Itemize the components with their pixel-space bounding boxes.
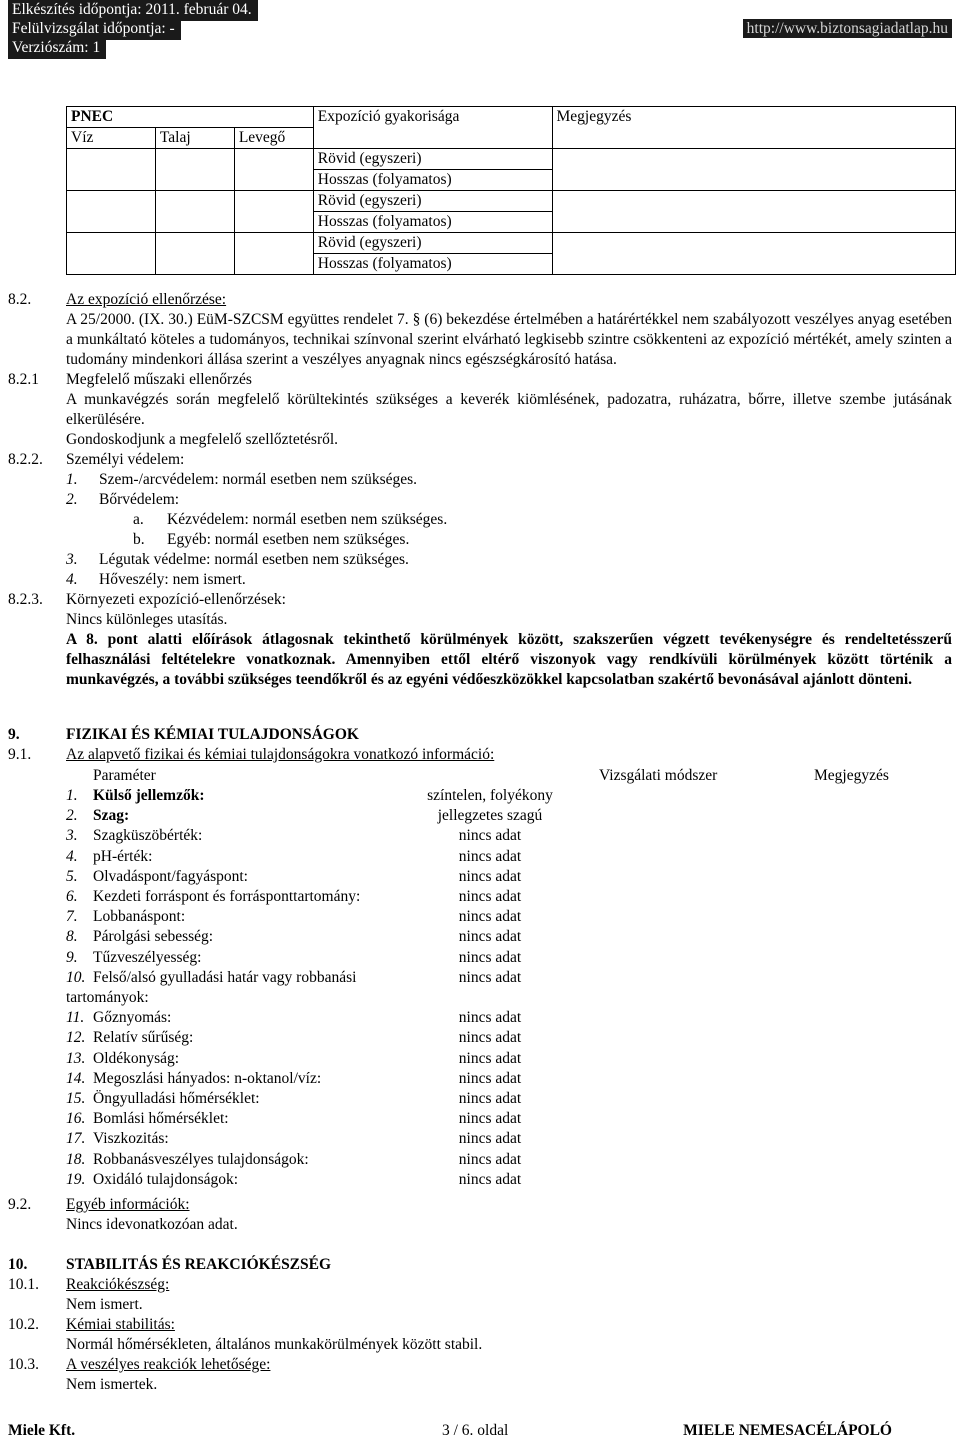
table-cell bbox=[67, 191, 156, 233]
section-number: 10.3. bbox=[8, 1356, 39, 1373]
property-number: 2. bbox=[66, 807, 78, 825]
section-body: Nem ismertek. bbox=[66, 1376, 158, 1393]
list-item: b. Egyéb: normál esetben nem szükséges. bbox=[133, 531, 410, 548]
property-number: 4. bbox=[66, 847, 78, 865]
property-name: Bomlási hőmérséklet: bbox=[93, 1110, 229, 1128]
column-header-parameter: Paraméter bbox=[93, 767, 156, 784]
table-row: Rövid (egyszeri) bbox=[313, 233, 552, 254]
note-header: Megjegyzés bbox=[552, 107, 956, 149]
property-name-continued: tartományok: bbox=[66, 989, 149, 1006]
property-name: Felső/alsó gyulladási határ vagy robbanási bbox=[93, 968, 357, 986]
property-value: színtelen, folyékony bbox=[427, 787, 553, 804]
section-body-2: Gondoskodjunk a megfelelő szellőztetésről. bbox=[66, 431, 339, 448]
revision-date: Felülvizsgálat időpontja: - bbox=[8, 19, 181, 40]
water-header: Víz bbox=[67, 128, 156, 149]
property-number: 17. bbox=[66, 1130, 86, 1148]
property-name: Oldékonyság: bbox=[93, 1049, 180, 1067]
list-item: a. Kézvédelem: normál esetben nem szükséges. bbox=[133, 511, 448, 528]
column-header-note: Megjegyzés bbox=[814, 767, 889, 784]
section-title: Reakciókészség: bbox=[66, 1276, 170, 1293]
property-name: Olvadáspont/fagyáspont: bbox=[93, 867, 248, 885]
property-number: 19. bbox=[66, 1170, 86, 1188]
property-number: 16. bbox=[66, 1110, 86, 1128]
property-name: Megoszlási hányados: n-oktanol/víz: bbox=[93, 1069, 322, 1087]
pnec-table bbox=[66, 106, 956, 275]
property-value: nincs adat bbox=[458, 1170, 522, 1188]
air-header: Levegő bbox=[234, 128, 313, 149]
pnec-header: PNEC bbox=[67, 107, 314, 128]
section-title: STABILITÁS ÉS REAKCIÓKÉSZSÉG bbox=[66, 1256, 332, 1273]
table-cell bbox=[552, 149, 956, 191]
table-row: Rövid (egyszeri) bbox=[313, 191, 552, 212]
property-number: 6. bbox=[66, 888, 78, 905]
section-title: FIZIKAI ÉS KÉMIAI TULAJDONSÁGOK bbox=[66, 726, 359, 743]
property-name: Öngyulladási hőmérséklet: bbox=[93, 1090, 260, 1107]
property-value: nincs adat bbox=[458, 827, 522, 845]
section-number: 9.2. bbox=[8, 1196, 32, 1213]
property-value: jellegzetes szagú bbox=[437, 807, 543, 825]
list-item: 3. Légutak védelme: normál esetben nem szükséges. bbox=[66, 551, 409, 568]
property-value: nincs adat bbox=[458, 1029, 522, 1047]
property-number: 11. bbox=[66, 1009, 85, 1027]
section-title: Az alapvető fizikai és kémiai tulajdonságokra vonatkozó információ: bbox=[66, 746, 495, 763]
table-cell bbox=[67, 233, 156, 275]
property-value: nincs adat bbox=[458, 968, 522, 986]
property-value: nincs adat bbox=[458, 1009, 522, 1027]
property-number: 14. bbox=[66, 1069, 86, 1087]
property-value: nincs adat bbox=[458, 908, 522, 926]
footer-company: Miele Kft. bbox=[8, 1422, 76, 1439]
footer-product: MIELE NEMESACÉLÁPOLÓ bbox=[683, 1422, 892, 1439]
soil-header: Talaj bbox=[155, 128, 234, 149]
property-name: pH-érték: bbox=[93, 847, 153, 865]
property-name: Külső jellemzők: bbox=[93, 787, 205, 804]
footer-page-number: 3 / 6. oldal bbox=[442, 1422, 509, 1439]
section-number: 10.2. bbox=[8, 1316, 39, 1333]
table-cell bbox=[155, 233, 234, 275]
section-title: Környezeti expozíció-ellenőrzések: bbox=[66, 591, 286, 608]
property-name: Oxidáló tulajdonságok: bbox=[93, 1170, 239, 1188]
property-number: 12. bbox=[66, 1029, 86, 1047]
property-name: Szagküszöbérték: bbox=[93, 827, 203, 845]
section-number: 8.2.3. bbox=[8, 591, 43, 608]
property-number: 18. bbox=[66, 1150, 86, 1168]
section-body: A 25/2000. (IX. 30.) EüM-SZCSM együttes rendelet 7. § (6) bekezdése értelmében a határértékkel nem szabályozott veszélyes anyag esetében a munkáltató köteles a tudományos, technikai színvonal szerint elvárható legkisebb szintre csökkenteni az expozíció mértékét, amely szinten a tudomány mindenkori állása szerint a veszélyes anyagnak nincs egészségkárosító hatása. bbox=[66, 311, 952, 368]
table-cell bbox=[155, 149, 234, 191]
table-row: Hosszas (folyamatos) bbox=[313, 212, 552, 233]
table-cell bbox=[552, 191, 956, 233]
property-number: 5. bbox=[66, 867, 78, 885]
property-number: 13. bbox=[66, 1049, 86, 1067]
section-title: Kémiai stabilitás: bbox=[66, 1316, 175, 1333]
property-name: Relatív sűrűség: bbox=[93, 1029, 194, 1047]
property-number: 10. bbox=[66, 968, 86, 986]
table-cell bbox=[234, 233, 313, 275]
exposure-frequency-header: Expozíció gyakorisága bbox=[313, 107, 552, 149]
list-item: 4. Hőveszély: nem ismert. bbox=[66, 571, 246, 588]
table-cell bbox=[234, 149, 313, 191]
section-number: 9.1. bbox=[8, 746, 32, 763]
property-number: 8. bbox=[66, 928, 78, 946]
section-body: Nincs különleges utasítás. bbox=[66, 611, 228, 628]
property-value: nincs adat bbox=[458, 1069, 522, 1087]
property-name: Lobbanáspont: bbox=[93, 908, 186, 926]
property-value: nincs adat bbox=[458, 1150, 522, 1168]
section-number: 10.1. bbox=[8, 1276, 39, 1293]
property-name: Viszkozitás: bbox=[93, 1130, 169, 1148]
section-number: 8.2. bbox=[8, 291, 32, 308]
property-value: nincs adat bbox=[458, 948, 522, 966]
table-row: Hosszas (folyamatos) bbox=[313, 170, 552, 191]
section-body: Nem ismert. bbox=[66, 1296, 143, 1313]
section-number: 9. bbox=[8, 726, 20, 743]
section-body: A munkavégzés során megfelelő körültekintés szükséges a keverék kiömlésének, padozatra, ruházatra, bőrre, illetve szembe jutásának elkerülésére. bbox=[66, 391, 952, 428]
table-cell bbox=[552, 233, 956, 275]
section-number: 8.2.1 bbox=[8, 371, 39, 388]
property-value: nincs adat bbox=[458, 928, 522, 946]
section-8-note: A 8. pont alatti előírások átlagosnak tekinthető körülmények között, szakszerűen végzett tevékenységre és rendeltetésszerű felhasználási feltételekre vonatkoznak. Amennyiben ettől eltérő viszonyok vagy rendkívüli körülmények között történik a munkavégzés, a további szükséges teendőkről és az egyéni védőeszközökkel kapcsolatban szakértő bevonásával ajánlott dönteni. bbox=[66, 631, 952, 688]
section-body: Nincs idevonatkozóan adat. bbox=[66, 1216, 238, 1233]
section-title: Megfelelő műszaki ellenőrzés bbox=[66, 371, 252, 388]
table-cell bbox=[155, 191, 234, 233]
table-cell bbox=[234, 191, 313, 233]
version-number: Verziószám: 1 bbox=[8, 38, 106, 59]
property-value: nincs adat bbox=[458, 1049, 522, 1067]
property-number: 9. bbox=[66, 948, 78, 966]
property-value: nincs adat bbox=[458, 1130, 522, 1148]
section-number: 10. bbox=[8, 1256, 28, 1273]
property-name: Kezdeti forráspont és forrásponttartomány: bbox=[93, 888, 361, 905]
property-number: 7. bbox=[66, 908, 78, 926]
property-number: 3. bbox=[66, 827, 78, 845]
property-name: Gőznyomás: bbox=[93, 1009, 172, 1027]
creation-date: Elkészítés időpontja: 2011. február 04. bbox=[8, 0, 258, 21]
property-value: nincs adat bbox=[458, 847, 522, 865]
property-name: Tűzveszélyesség: bbox=[93, 948, 202, 966]
property-value: nincs adat bbox=[458, 1110, 522, 1128]
section-title: Személyi védelem: bbox=[66, 451, 185, 468]
property-name: Párolgási sebesség: bbox=[93, 928, 214, 946]
table-cell bbox=[67, 149, 156, 191]
table-row: Hosszas (folyamatos) bbox=[313, 254, 552, 275]
website-link[interactable]: http://www.biztonsagiadatlap.hu bbox=[743, 19, 952, 38]
property-number: 1. bbox=[66, 787, 78, 804]
column-header-method: Vizsgálati módszer bbox=[599, 767, 718, 784]
property-value: nincs adat bbox=[458, 888, 522, 905]
section-body: Normál hőmérsékleten, általános munkakörülmények között stabil. bbox=[66, 1336, 483, 1353]
property-name: Szag: bbox=[93, 807, 130, 825]
property-value: nincs adat bbox=[458, 1090, 522, 1107]
list-item: 2. Bőrvédelem: bbox=[66, 491, 180, 508]
table-row: Rövid (egyszeri) bbox=[313, 149, 552, 170]
property-name: Robbanásveszélyes tulajdonságok: bbox=[93, 1150, 309, 1168]
property-value: nincs adat bbox=[458, 867, 522, 885]
section-title: A veszélyes reakciók lehetősége: bbox=[66, 1356, 271, 1373]
section-title: Egyéb információk: bbox=[66, 1196, 190, 1213]
section-title: Az expozíció ellenőrzése: bbox=[66, 291, 227, 308]
list-item: 1. Szem-/arcvédelem: normál esetben nem szükséges. bbox=[66, 471, 418, 488]
property-number: 15. bbox=[66, 1090, 86, 1107]
section-number: 8.2.2. bbox=[8, 451, 43, 468]
